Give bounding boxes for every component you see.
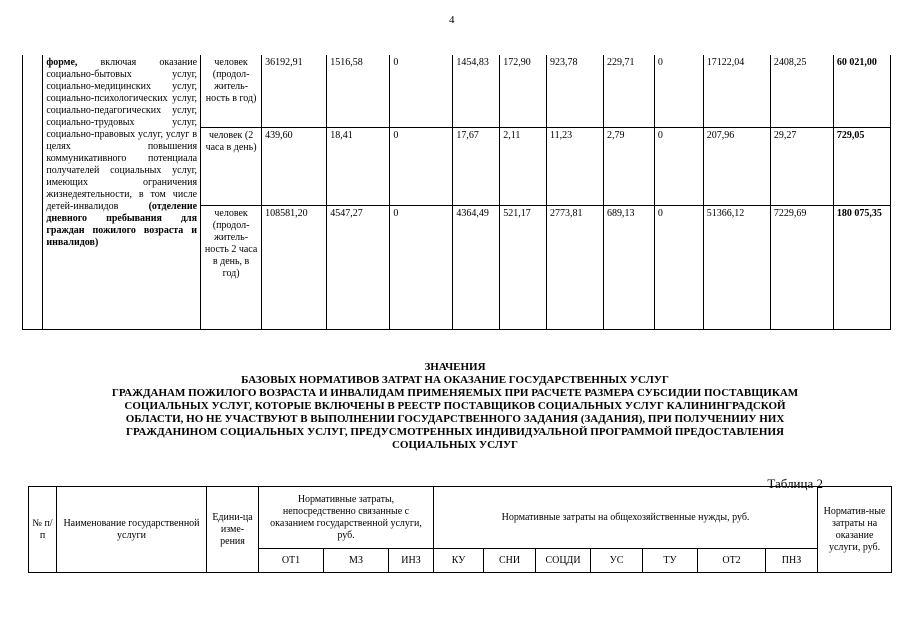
value-sni: 172,90: [500, 55, 547, 127]
heading-line: СОЦИАЛЬНЫХ УСЛУГ: [391, 439, 519, 451]
heading-line: ГРАЖДАНАМ ПОЖИЛОГО ВОЗРАСТА И ИНВАЛИДАМ ПРИМЕНЯЕМЫХ ПРИ РАСЧЕТЕ РАЗМЕРА СУБСИДИИ ПОСТАВЩИКАМ: [111, 387, 799, 399]
service-description: форме, включая оказание социально-бытовых услуг, социально-медицинских услуг, социально-психологических услуг, социально-педагогических услуг, социально-трудовых услуг, социально-правовых услуг, услуг в целях повышения коммуникативного потенциала получателей социальных услуг, имеющих ограничения жизнедеятельности, в том числе детей-инвалидов (отделение дневного пребывания для граждан пожилого возраста и инвалидов): [43, 55, 201, 329]
subcol-sni: СНИ: [484, 549, 536, 573]
value-inz: 0: [390, 127, 453, 205]
subcol-mz: МЗ: [324, 549, 389, 573]
unit-cell: человек (продол-житель-ность в год): [201, 55, 262, 127]
heading-line: СОЦИАЛЬНЫХ УСЛУГ, КОТОРЫЕ ВКЛЮЧЕНЫ В РЕЕСТР ПОСТАВЩИКОВ СОЦИАЛЬНЫХ УСЛУГ КАЛИНИНГРАДСКОЙ: [124, 400, 786, 412]
value-socdi: 923,78: [546, 55, 603, 127]
value-pnz: 7229,69: [770, 205, 833, 329]
value-us: 689,13: [603, 205, 654, 329]
value-ot1: 439,60: [262, 127, 327, 205]
value-socdi: 2773,81: [546, 205, 603, 329]
continuation-table: [22, 55, 891, 330]
header-row: [29, 487, 892, 549]
value-total: 180 075,35: [833, 205, 890, 329]
value-ku: 4364,49: [453, 205, 500, 329]
heading-line: ЗНАЧЕНИЯ: [424, 361, 486, 373]
value-ot1: 36192,91: [262, 55, 327, 127]
value-ot1: 108581,20: [262, 205, 327, 329]
subcol-pnz: ПНЗ: [766, 549, 818, 573]
group-direct-costs: Нормативные затраты, непосредственно связанные с оказанием государственной услуги, руб.: [259, 487, 434, 549]
value-mz: 4547,27: [327, 205, 390, 329]
value-ku: 17,67: [453, 127, 500, 205]
group-general-costs: Нормативные затраты на общехозяйственные нужды, руб.: [434, 487, 818, 549]
value-tu: 0: [654, 127, 703, 205]
value-mz: 1516,58: [327, 55, 390, 127]
table-caption: Таблица 2: [767, 476, 823, 491]
value-tu: 0: [654, 55, 703, 127]
value-inz: 0: [390, 205, 453, 329]
value-ku: 1454,83: [453, 55, 500, 127]
value-sni: 521,17: [500, 205, 547, 329]
value-inz: 0: [390, 55, 453, 127]
value-ot2: 17122,04: [703, 55, 770, 127]
page-number: 4: [449, 14, 455, 26]
value-sni: 2,11: [500, 127, 547, 205]
value-ot2: 51366,12: [703, 205, 770, 329]
norms-table-header: [28, 486, 892, 573]
value-pnz: 2408,25: [770, 55, 833, 127]
subcol-socdi: СОЦДИ: [536, 549, 591, 573]
col-number: № п/п: [29, 487, 57, 573]
col-total-costs: Норматив-ные затраты на оказание услуги, руб.: [818, 487, 892, 573]
value-us: 229,71: [603, 55, 654, 127]
value-pnz: 29,27: [770, 127, 833, 205]
subcol-tu: ТУ: [643, 549, 698, 573]
heading-line: ОБЛАСТИ, НО НЕ УЧАСТВУЮТ В ВЫПОЛНЕНИИ ГОСУДАРСТВЕННОГО ЗАДАНИЯ (ЗАДАНИЯ), ПРИ ПОЛУЧЕНИИУ НИХ: [125, 413, 785, 425]
value-total: 729,05: [833, 127, 890, 205]
row-number-cell: [23, 55, 43, 329]
value-mz: 18,41: [327, 127, 390, 205]
value-socdi: 11,23: [546, 127, 603, 205]
heading-line: БАЗОВЫХ НОРМАТИВОВ ЗАТРАТ НА ОКАЗАНИЕ ГОСУДАРСТВЕННЫХ УСЛУГ: [241, 374, 669, 386]
value-tu: 0: [654, 205, 703, 329]
subcol-ot1: ОТ1: [259, 549, 324, 573]
value-ot2: 207,96: [703, 127, 770, 205]
subcol-ot2: ОТ2: [698, 549, 766, 573]
subcol-ku: КУ: [434, 549, 484, 573]
subcol-us: УС: [591, 549, 643, 573]
value-us: 2,79: [603, 127, 654, 205]
col-service-name: Наименование государственной услуги: [57, 487, 207, 573]
col-unit: Едини-ца изме-рения: [207, 487, 259, 573]
document-heading: [60, 361, 850, 452]
table-row: [23, 55, 891, 127]
value-total: 60 021,00: [833, 55, 890, 127]
subcol-inz: ИНЗ: [389, 549, 434, 573]
unit-cell: человек (2 часа в день): [201, 127, 262, 205]
heading-line: ГРАЖДАНИНОМ СОЦИАЛЬНЫХ УСЛУГ, ПРЕДУСМОТРЕННЫХ ИНДИВИДУАЛЬНОЙ ПРОГРАММОЙ ПРЕДОСТАВЛЕНИЯ: [126, 426, 784, 438]
unit-cell: человек (продол-житель-ность 2 часа в день, в год): [201, 205, 262, 329]
